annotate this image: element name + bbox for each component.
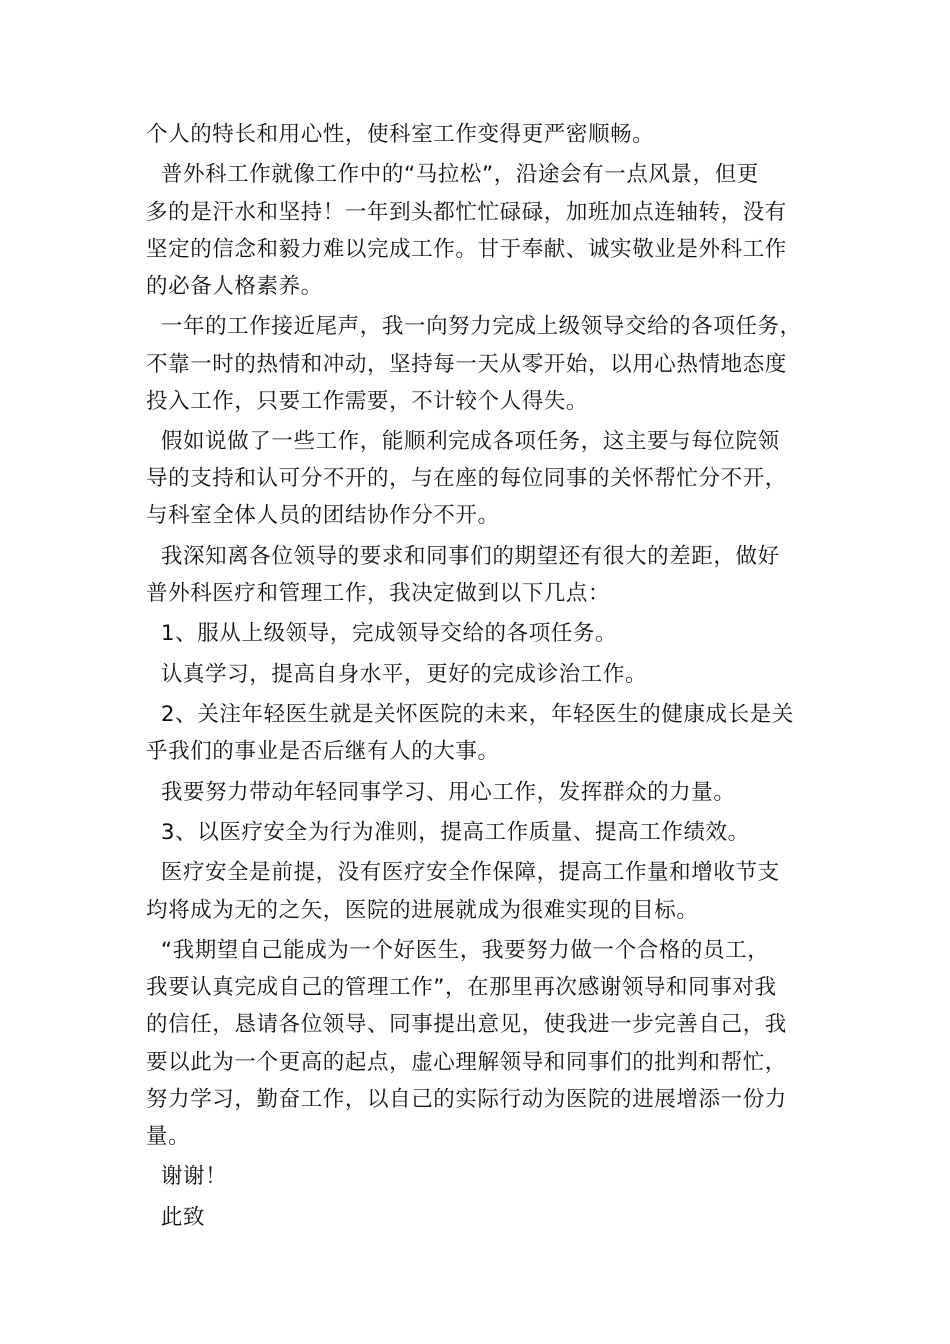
text-line: 谢谢！ [146,1164,228,1190]
text-line: 的必备人格素养。 [146,273,323,299]
document-body [146,116,836,1236]
text-line: 我要努力带动年轻同事学习、用心工作，发挥群众的力量。 [146,779,736,805]
text-line: 3、以医疗安全为行为准则，提高工作质量、提高工作绩效。 [146,820,750,846]
text-line: 的信任，恳请各位领导、同事提出意见，使我进一步完善自己，我 [146,1012,787,1038]
text-line: 我要认真完成自己的管理工作”，在那里再次感谢领导和同事对我 [146,975,777,1001]
text-line: 1、服从上级领导，完成领导交给的各项任务。 [146,621,618,647]
text-line: 坚定的信念和毅力难以完成工作。甘于奉献、诚实敬业是外科工作 [146,236,787,262]
text-line: 均将成为无的之矢，医院的进展就成为很难实现的目标。 [146,897,699,923]
text-line: 普外科医疗和管理工作，我决定做到以下几点： [146,581,611,606]
text-line: 假如说做了一些工作，能顺利完成各项任务，这主要与每位院领 [146,429,780,455]
text-line: 此致 [146,1204,206,1230]
text-line: 2、关注年轻医生就是关怀医院的未来，年轻医生的健康成长是关 [146,702,794,728]
text-line: 多的是汗水和坚持！一年到头都忙忙碌碌，加班加点连轴转，没有 [146,199,787,225]
text-line: 认真学习，提高自身水平，更好的完成诊治工作。 [146,661,648,687]
text-line: 导的支持和认可分不开的，与在座的每位同事的关怀帮忙分不开， [146,466,787,492]
text-line: 要以此为一个更高的起点，虚心理解领导和同事们的批判和帮忙， [146,1049,787,1075]
text-line: 与科室全体人员的团结协作分不开。 [146,503,500,529]
text-line: 医疗安全是前提，没有医疗安全作保障，提高工作量和增收节支 [146,860,780,886]
text-line: 普外科工作就像工作中的“马拉松”，沿途会有一点风景，但更 [146,162,759,188]
text-line: 我深知离各位领导的要求和同事们的期望还有很大的差距，做好 [146,543,780,569]
text-line: 努力学习，勤奋工作，以自己的实际行动为医院的进展增添一份力 [146,1086,787,1112]
text-line: 个人的特长和用心性，使科室工作变得更严密顺畅。 [146,122,655,147]
text-line: 一年的工作接近尾声，我一向努力完成上级领导交给的各项任务， [146,314,802,340]
text-line: 投入工作，只要工作需要，不计较个人得失。 [146,388,589,414]
text-line: 量。 [146,1123,191,1149]
text-line: 不靠一时的热情和冲动，坚持每一天从零开始，以用心热情地态度 [146,351,787,377]
text-line: “我期望自己能成为一个好医生，我要努力做一个合格的员工， [146,938,770,963]
text-line: 乎我们的事业是否后继有人的大事。 [146,739,500,765]
